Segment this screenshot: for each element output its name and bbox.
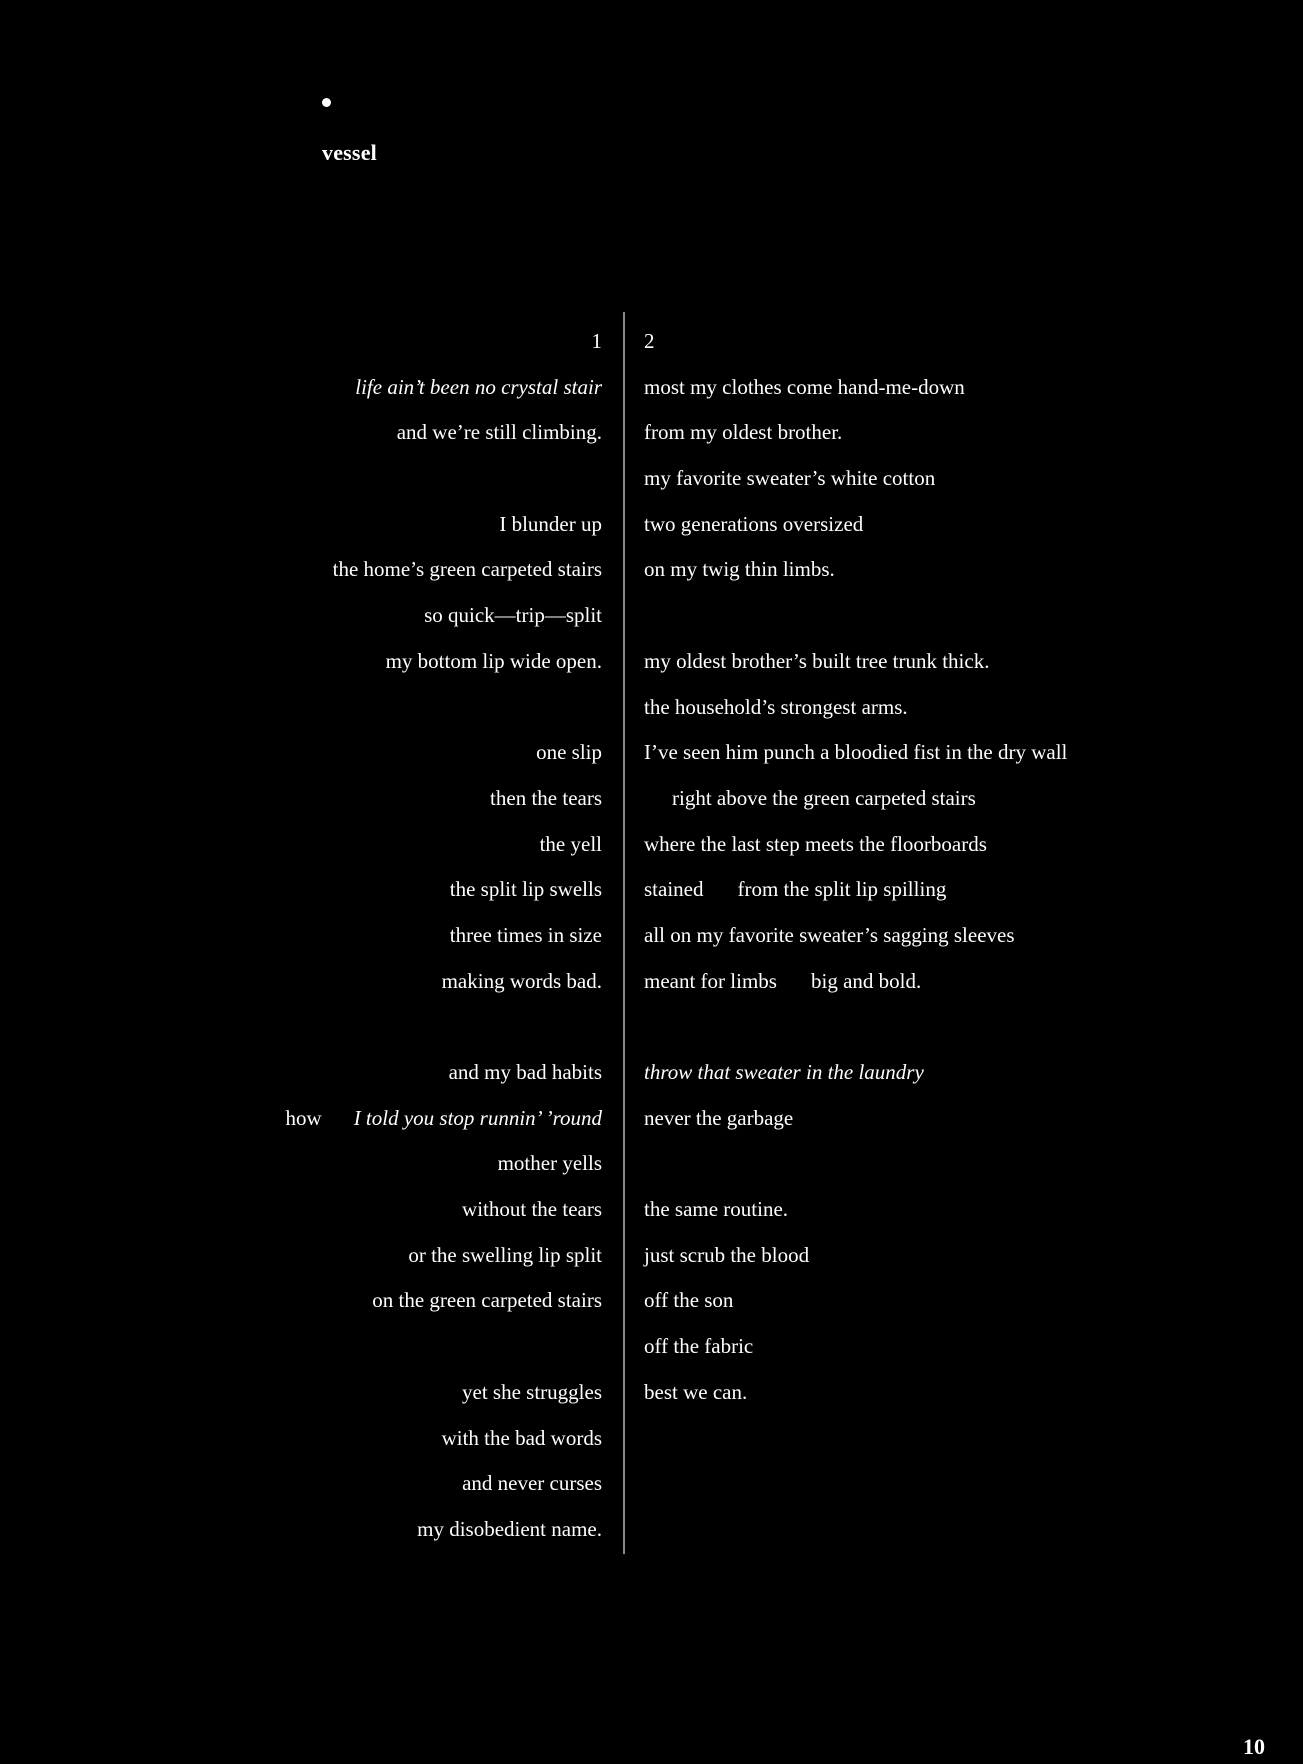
poem-line: making words bad. (441, 968, 602, 993)
column-divider (623, 312, 625, 1554)
stanza-break (260, 1324, 602, 1370)
poem-line: and my bad habits (448, 1060, 602, 1084)
poem-line-meant (644, 959, 1104, 1005)
stanza-break (260, 685, 602, 731)
poem-line: the split lip swells (449, 877, 602, 902)
poem-line: the household’s strongest arms. (644, 694, 908, 719)
poem-line: from my oldest brother. (644, 420, 843, 445)
poem-line: the same routine. (644, 1197, 789, 1222)
how-quote: I told you stop runnin’ ’round (353, 1105, 602, 1130)
poem-line: then the tears (490, 785, 602, 810)
poem-line: on my twig thin limbs. (644, 557, 835, 582)
poem-line-stained (644, 867, 1104, 913)
poem-line: two generations oversized (644, 511, 864, 536)
poem-line: the home’s green carpeted stairs (332, 557, 602, 582)
poem-line: with the bad words (441, 1425, 602, 1450)
meant-lead: meant for limbs (644, 968, 777, 993)
poem-line: I blunder up (499, 511, 602, 536)
stanza-break (644, 1141, 1104, 1187)
poem-line: my oldest brother’s built tree trunk thick. (644, 648, 990, 673)
poem-line: the yell (539, 831, 602, 856)
poem-line: three times in size (449, 922, 602, 947)
poem-line: and we’re still climbing. (396, 420, 602, 445)
poem-line: my bottom lip wide open. (385, 648, 602, 673)
poem-part-2 (644, 319, 1104, 1416)
page-number: 10 (1243, 1734, 1265, 1759)
poem-line: where the last step meets the floorboards (644, 831, 987, 856)
poem-line: on the green carpeted stairs (372, 1288, 602, 1313)
poem-line: or the swelling lip split (408, 1242, 602, 1267)
poem-line: without the tears (462, 1197, 602, 1222)
poem-line: most my clothes come hand-me-down (644, 374, 965, 399)
poem-line: mother yells (497, 1151, 602, 1176)
poem-line: just scrub the blood (644, 1242, 810, 1267)
part-number: 2 (644, 329, 655, 353)
poem-line-indented (644, 776, 1104, 822)
stanza-break (260, 1004, 602, 1050)
stanza-break (644, 1004, 1104, 1050)
poem-line: I’ve seen him punch a bloodied fist in the dry wall (644, 740, 1068, 765)
poem-line: off the fabric (644, 1334, 754, 1359)
poem-line: best we can. (644, 1379, 748, 1404)
poem-line: all on my favorite sweater’s sagging sleeves (644, 922, 1015, 947)
poem-line: so quick—trip—split (424, 603, 602, 628)
poem-line: and never curses (462, 1471, 602, 1496)
poem-line: life ain’t been no crystal stair (355, 374, 602, 399)
poem-line: off the son (644, 1288, 734, 1313)
poem-line: my favorite sweater’s white cotton (644, 466, 936, 491)
poem-line-how (260, 1096, 602, 1142)
poem-line-text: right above the green carpeted stairs (672, 785, 976, 810)
stanza-break (260, 456, 602, 502)
poem-title: vessel (322, 140, 377, 165)
stained-rest: from the split lip spilling (737, 877, 947, 902)
poem-line: yet she struggles (462, 1379, 602, 1404)
bullet-marker (322, 98, 331, 107)
poem-line: never the garbage (644, 1105, 794, 1130)
poem-line: one slip (536, 740, 602, 765)
poem-part-1 (260, 319, 602, 1553)
part-number: 1 (591, 329, 602, 353)
poem-line: throw that sweater in the laundry (644, 1060, 924, 1084)
poem-line: my disobedient name. (417, 1516, 602, 1541)
how-lead: how (285, 1105, 322, 1130)
meant-rest: big and bold. (810, 968, 922, 993)
stained-word: stained (644, 877, 704, 902)
stanza-break (644, 593, 1104, 639)
